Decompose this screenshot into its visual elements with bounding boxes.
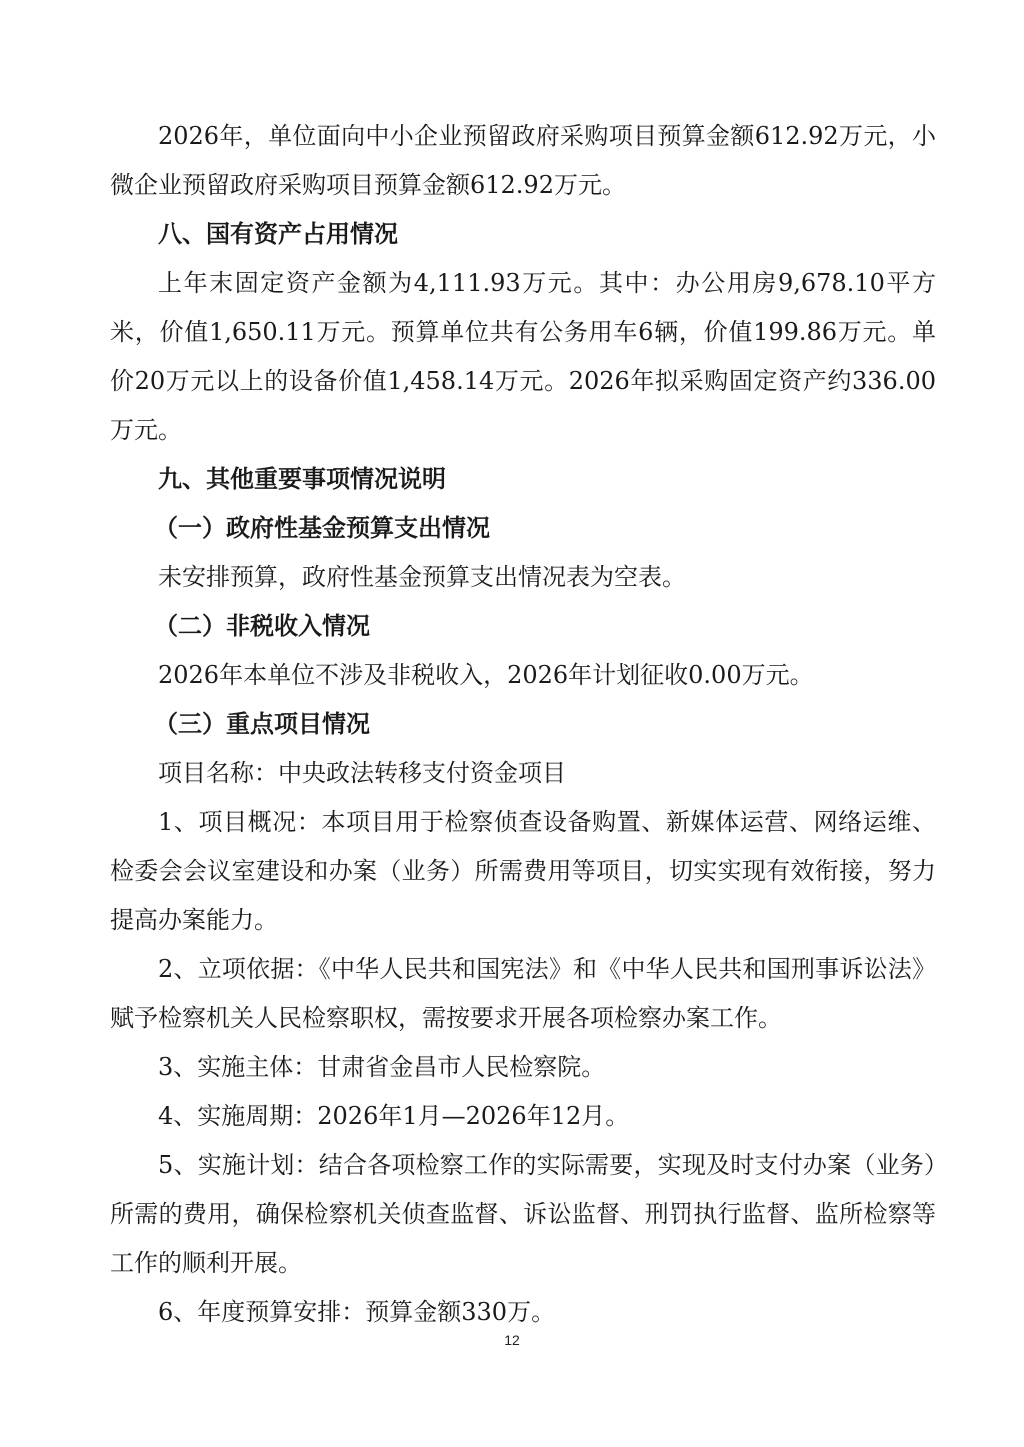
paragraph-procurement: 2026年，单位面向中小企业预留政府采购项目预算金额612.92万元，小微企业预留政府采购项目预算金额612.92万元。 bbox=[110, 122, 936, 199]
paragraph-plan: 5、实施计划：结合各项检察工作的实际需要，实现及时支付办案（业务）所需的费用，确保检察机关侦查监督、诉讼监督、刑罚执行监督、监所检察等工作的顺利开展。 bbox=[110, 1151, 936, 1277]
subheading-key-projects: （三）重点项目情况 bbox=[154, 710, 370, 738]
paragraph-project-name: 项目名称：中央政法转移支付资金项目 bbox=[158, 759, 566, 787]
subheading-government-fund: （一）政府性基金预算支出情况 bbox=[154, 514, 490, 542]
subheading-non-tax-income: （二）非税收入情况 bbox=[154, 612, 370, 640]
heading-state-assets: 八、国有资产占用情况 bbox=[158, 220, 398, 248]
page-number: 12 bbox=[504, 1332, 520, 1348]
paragraph-annual-budget: 6、年度预算安排：预算金额330万。 bbox=[158, 1298, 556, 1326]
body-text bbox=[110, 112, 936, 1337]
heading-other-matters: 九、其他重要事项情况说明 bbox=[158, 465, 446, 493]
paragraph-implementer: 3、实施主体：甘肃省金昌市人民检察院。 bbox=[158, 1053, 606, 1081]
paragraph-non-tax-income: 2026年本单位不涉及非税收入，2026年计划征收0.00万元。 bbox=[158, 661, 814, 689]
paragraph-fixed-assets: 上年末固定资产金额为4,111.93万元。其中：办公用房9,678.10平方米，价值1,650.11万元。预算单位共有公务用车6辆，价值199.86万元。单价20万元以上的设备价值1,458.14万元。2026年拟采购固定资产约336.00万元。 bbox=[110, 269, 936, 444]
paragraph-government-fund: 未安排预算，政府性基金预算支出情况表为空表。 bbox=[158, 563, 686, 591]
paragraph-project-overview: 1、项目概况：本项目用于检察侦查设备购置、新媒体运营、网络运维、检委会会议室建设和办案（业务）所需费用等项目，切实实现有效衔接，努力提高办案能力。 bbox=[110, 808, 936, 934]
paragraph-project-basis: 2、立项依据：《中华人民共和国宪法》和《中华人民共和国刑事诉讼法》赋予检察机关人民检察职权，需按要求开展各项检察办案工作。 bbox=[110, 955, 936, 1032]
paragraph-period: 4、实施周期：2026年1月—2026年12月。 bbox=[158, 1102, 630, 1130]
